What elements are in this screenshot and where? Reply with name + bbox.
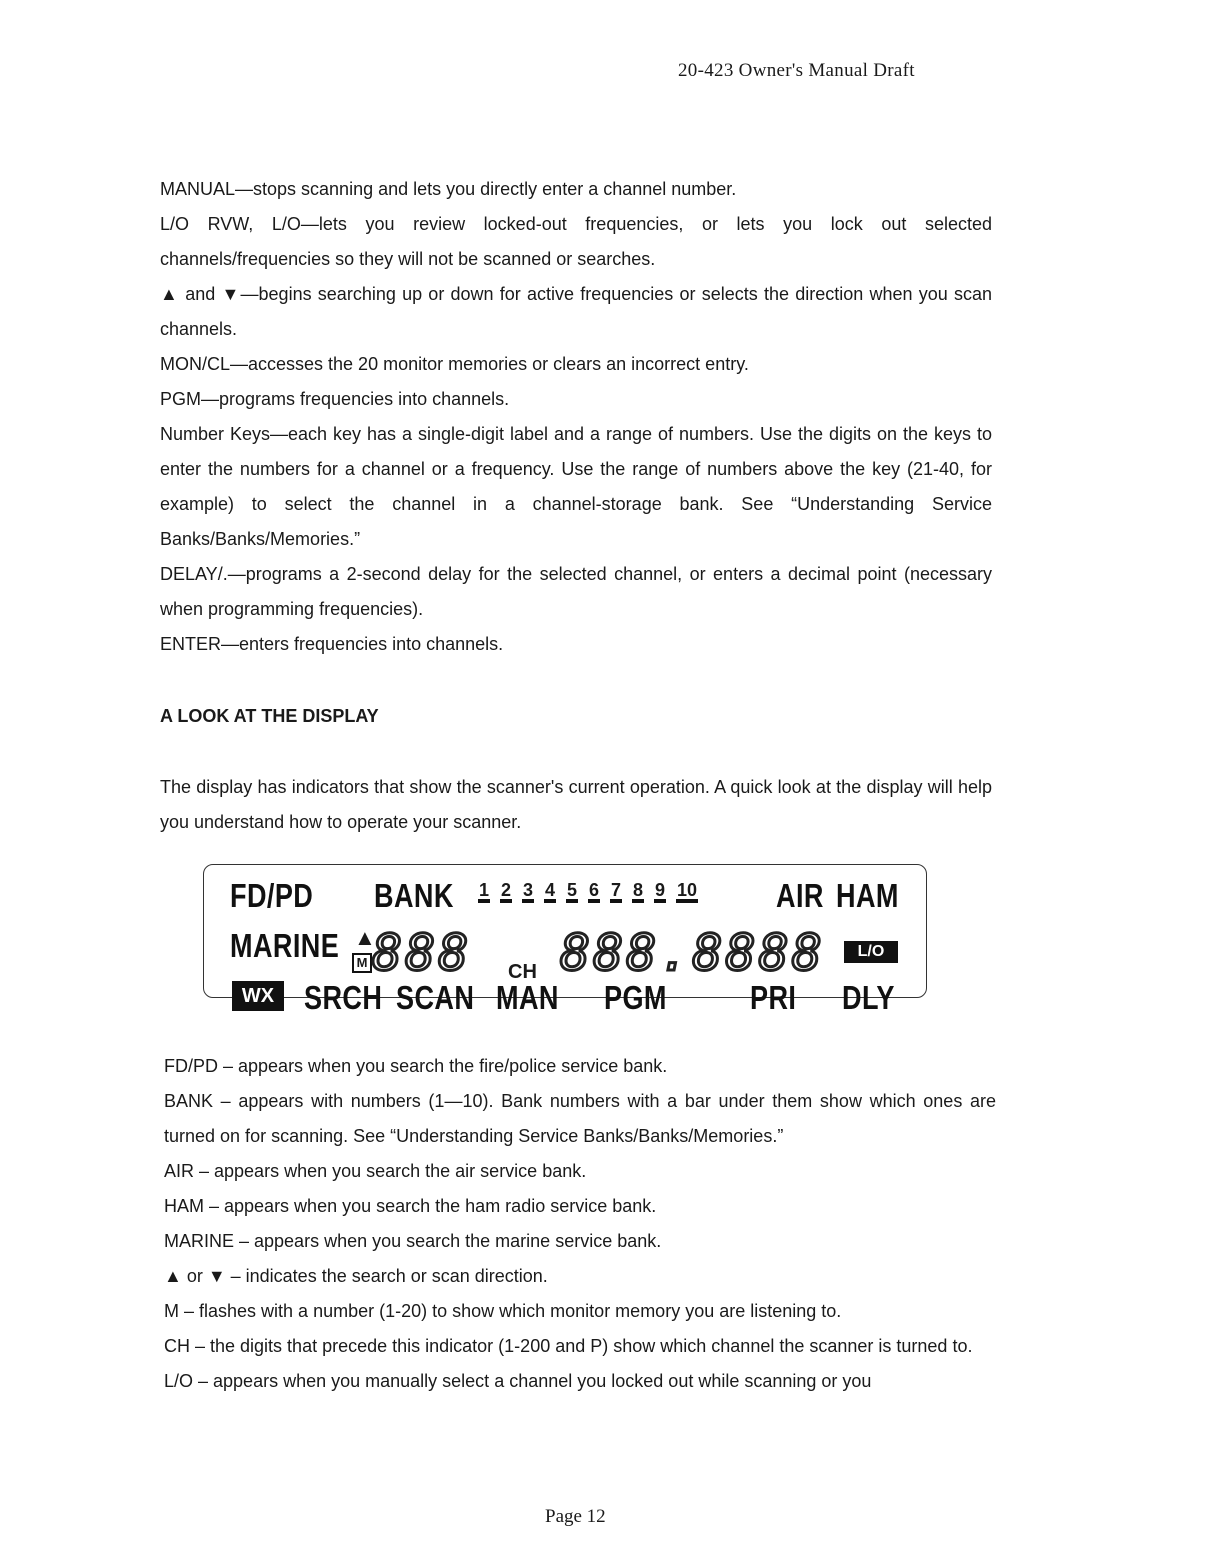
lcd-wx-indicator: WX (232, 981, 284, 1011)
paragraph: ▲ or ▼ – indicates the search or scan direction. (164, 1266, 548, 1286)
lcd-bank-number: 9 (654, 881, 666, 903)
paragraph: ▲ and ▼—begins searching up or down for active frequencies or selects the direction when you scan channels. (160, 284, 992, 339)
paragraph: Number Keys—each key has a single-digit label and a range of numbers. Use the digits on the keys to enter the numbers for a channel or a frequency. Use the range of numbers above the key (21-40, for example) to select the channel in a channel-storage bank. See “Understanding Service Banks/Banks/Memories.” (160, 424, 992, 549)
lcd-man-label: MAN (496, 979, 559, 1016)
paragraph: MANUAL—stops scanning and lets you directly enter a channel number. (160, 179, 737, 199)
lcd-bank-number: 6 (588, 881, 600, 903)
display-intro (160, 770, 992, 840)
lcd-scan-label: SCAN (396, 979, 475, 1016)
paragraph: The display has indicators that show the scanner's current operation. A quick look at the display will help you understand how to operate your scanner. (160, 777, 992, 832)
lcd-frequency-digits: 888.8888 (560, 924, 825, 982)
paragraph: FD/PD – appears when you search the fire/police service bank. (164, 1056, 668, 1076)
lcd-ham-label: HAM (836, 877, 899, 914)
lcd-fdpd-label: FD/PD (230, 877, 314, 914)
lcd-bank-label: BANK (374, 877, 454, 914)
page-header: 20-423 Owner's Manual Draft (678, 60, 915, 81)
lcd-pgm-label: PGM (604, 979, 667, 1016)
paragraph: BANK – appears with numbers (1—10). Bank numbers with a bar under them show which ones are turned on for scanning. See “Understanding Service Banks/Banks/Memories.” (164, 1091, 996, 1146)
paragraph: AIR – appears when you search the air service bank. (164, 1161, 587, 1181)
lcd-display-figure (203, 864, 927, 1016)
lcd-bank-number: 8 (632, 881, 644, 903)
indicators-section (164, 1049, 996, 1399)
page-number: Page 12 (545, 1506, 606, 1527)
lcd-srch-label: SRCH (304, 979, 383, 1016)
paragraph: L/O – appears when you manually select a channel you locked out while scanning or you (164, 1371, 872, 1391)
lcd-lo-indicator: L/O (844, 941, 898, 963)
paragraph: MON/CL—accesses the 20 monitor memories or clears an incorrect entry. (160, 354, 749, 374)
paragraph: MARINE – appears when you search the marine service bank. (164, 1231, 662, 1251)
paragraph: CH – the digits that precede this indicator (1-200 and P) show which channel the scanner is turned to. (164, 1336, 973, 1356)
lcd-bank-number: 2 (500, 881, 512, 903)
lcd-bank-number: 1 (478, 881, 490, 903)
paragraph: DELAY/.—programs a 2-second delay for the selected channel, or enters a decimal point (necessary when programming frequencies). (160, 564, 992, 619)
paragraph: HAM – appears when you search the ham radio service bank. (164, 1196, 657, 1216)
keys-section (160, 172, 992, 662)
paragraph: M – flashes with a number (1-20) to show which monitor memory you are listening to. (164, 1301, 842, 1321)
lcd-ch-label: CH (508, 961, 537, 983)
lcd-bank-number: 5 (566, 881, 578, 903)
paragraph: ENTER—enters frequencies into channels. (160, 634, 504, 654)
lcd-air-label: AIR (776, 877, 824, 914)
lcd-bank-number: 7 (610, 881, 622, 903)
section-heading: A LOOK AT THE DISPLAY (160, 706, 379, 726)
lcd-bank-number: 3 (522, 881, 534, 903)
up-down-arrow-icon: ▲ (354, 925, 376, 950)
lcd-dly-label: DLY (842, 979, 895, 1016)
lcd-bank-number: 4 (544, 881, 556, 903)
lcd-channel-digits: 888 (372, 924, 472, 982)
paragraph: PGM—programs frequencies into channels. (160, 389, 510, 409)
lcd-bank-number: 10 (676, 881, 698, 903)
lcd-marine-label: MARINE (230, 927, 340, 964)
lcd-pri-label: PRI (750, 979, 797, 1016)
paragraph: L/O RVW, L/O—lets you review locked-out frequencies, or lets you lock out selected channels/frequencies so they will not be scanned or searches. (160, 214, 992, 269)
lcd-m-indicator: M (352, 953, 372, 973)
